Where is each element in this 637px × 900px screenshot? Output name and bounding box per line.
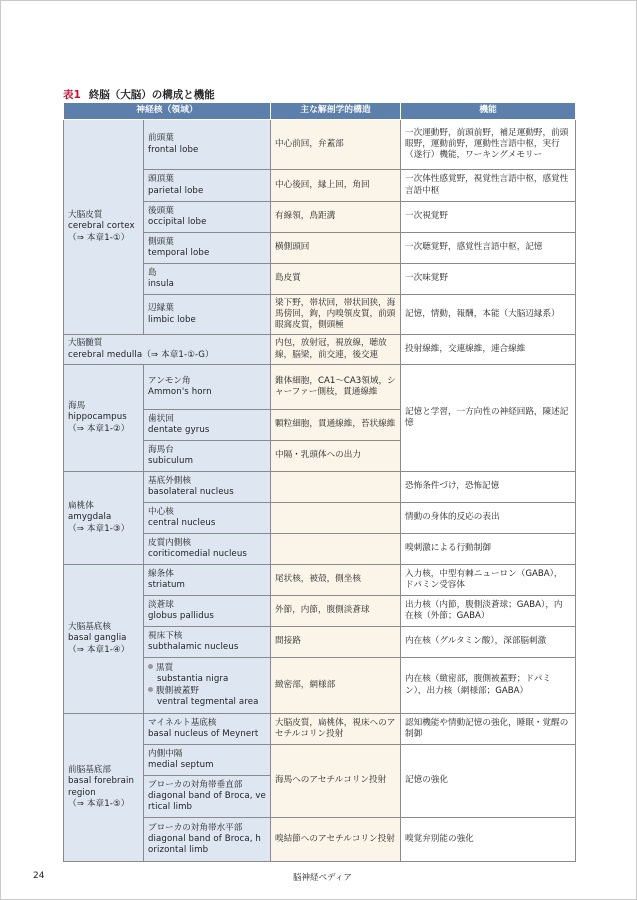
structure-cell: 中心前回，弁蓋部: [271, 120, 401, 170]
structure-cell: 海馬へのアセチルコリン投射: [271, 745, 401, 818]
function-cell: 嗅覚弁別能の強化: [401, 818, 576, 862]
sub-name-en: coriticomedial nucleus: [148, 549, 247, 559]
sub-cell: [144, 295, 271, 335]
region-name-en: basal ganglia: [68, 633, 127, 644]
structure-cell: 緻密部，網様部: [271, 658, 401, 714]
sub-cell: [144, 776, 271, 818]
region-cell-amygdala: [64, 472, 144, 565]
sub-cell: [144, 503, 271, 534]
sub-name-ja: 内側中隔: [148, 748, 183, 759]
sub-cell: [144, 120, 271, 170]
table-row: [64, 365, 576, 410]
sub-cell: [144, 534, 271, 565]
header-row: [64, 103, 576, 120]
region-name-en: amygdala: [68, 512, 112, 523]
function-cell: 記憶の強化: [401, 745, 576, 818]
book-title: 脳神経ペディア: [293, 873, 352, 883]
sub-name-ja: 線条体: [148, 568, 174, 579]
structure-cell: 梁下野，帯状回，帯状回狭，海馬傍回，鉤，内嗅領皮質，前頭眼窩皮質，側頭極: [271, 295, 401, 335]
function-cell: 嗅刺激による行動制御: [401, 534, 576, 565]
region-name-en: cerebral medulla（⇒ 本章1-①-G）: [68, 349, 214, 360]
sub-cell: [144, 365, 271, 410]
structure-cell: 有線領，鳥距溝: [271, 202, 401, 233]
table-row: [64, 565, 576, 596]
function-cell: 内在核（グルタミン酸），深部脳刺激: [401, 627, 576, 658]
region-cell-basal-ganglia: [64, 565, 144, 714]
sub-name-en: occipital lobe: [148, 217, 207, 227]
region-name-ja: 海馬: [68, 401, 86, 412]
region-cell-hippocampus: [64, 365, 144, 472]
sub-name-ja: ブローカの対角帯垂直部: [148, 779, 243, 790]
region-ref: （⇒ 本章1-①）: [68, 232, 130, 243]
structure-cell: 外節，内節，腹側淡蒼球: [271, 596, 401, 627]
sub-name-en: basal nucleus of Meynert: [148, 729, 259, 739]
function-cell: 一次聴覚野，感覚性言語中枢，記憶: [401, 233, 576, 264]
sub-name-ja: 側頭葉: [148, 236, 174, 247]
region-cell-medulla: [64, 335, 271, 365]
sub-name-ja-2: 腹側被蓋野: [156, 685, 199, 696]
sub-cell: [144, 410, 271, 441]
table-row: [64, 714, 576, 745]
sub-cell: [144, 658, 271, 714]
region-ref: （⇒ 本章1-②）: [68, 423, 130, 434]
bullet-icon: [148, 687, 153, 692]
sub-name-en: diagonal band of Broca, horizontal limb: [148, 833, 261, 856]
function-cell: 認知機能や情動記憶の強化，睡眠・覚醒の制御: [401, 714, 576, 745]
structure-cell: 間接路: [271, 627, 401, 658]
sub-cell: [144, 170, 271, 202]
sub-name-en: central nucleus: [148, 518, 216, 528]
region-name-ja: 大脳髄質: [68, 338, 103, 349]
header-structure: 主な解剖学的構造: [271, 103, 401, 120]
page-number: 24: [33, 871, 45, 881]
sub-name-en: subiculum: [148, 456, 194, 466]
structure-cell: [271, 534, 401, 565]
sub-name-ja: 視床下核: [148, 630, 183, 641]
sub-name-ja: 歯状回: [148, 413, 174, 424]
function-cell: 一次運動野，前頭前野，補足運動野，前頭眼野，運動前野，運動性言語中枢，実行（遂行）機能，ワーキングメモリー: [401, 120, 576, 170]
sub-cell: [144, 627, 271, 658]
structure-cell: 中心後回，縁上回，角回: [271, 170, 401, 202]
header-function: 機能: [401, 103, 576, 120]
region-name-en: hippocampus: [68, 412, 127, 423]
header-region: 神経核（領域）: [64, 103, 271, 120]
sub-name-en: Ammon's horn: [148, 387, 212, 397]
sub-name-en: temporal lobe: [148, 248, 210, 258]
sub-cell: [144, 596, 271, 627]
table-row: [64, 335, 576, 365]
region-ref: （⇒ 本章1-⑤）: [68, 798, 130, 809]
sub-name-ja: 島: [148, 267, 157, 278]
function-cell: 一次体性感覚野，視覚性言語中枢，感覚性言語中枢: [401, 170, 576, 202]
function-cell: 記憶と学習，一方向性の神経回路，陳述記憶: [401, 365, 576, 472]
sub-name-ja: マイネルト基底核: [148, 717, 217, 728]
sub-name-en: dentate gyrus: [148, 425, 210, 435]
sub-name-en: basolateral nucleus: [148, 487, 234, 497]
region-name-en: basal forebrain region: [68, 776, 135, 798]
sub-cell: [144, 818, 271, 862]
sub-name-en-2: ventral tegmental area: [157, 696, 259, 707]
sub-name-ja: 海馬台: [148, 444, 174, 455]
region-ref: （⇒ 本章1-③）: [68, 523, 130, 534]
function-cell: 一次味覚野: [401, 264, 576, 295]
sub-name-en: insula: [148, 279, 175, 289]
table-title: 終脳（大脳）の構成と機能: [88, 89, 215, 101]
sub-name-ja: 基底外側核: [148, 475, 191, 486]
sub-name-ja: [148, 686, 199, 696]
sub-name-en: parietal lobe: [148, 185, 204, 196]
structure-cell: 島皮質: [271, 264, 401, 295]
sub-name-ja: 辺縁葉: [148, 303, 174, 314]
structure-cell: [271, 472, 401, 503]
region-cell-cortex: [64, 120, 144, 335]
function-cell: 出力核（内節，腹側淡蒼球；GABA），内在核（外節；GABA）: [401, 596, 576, 627]
structure-cell: 尾状核，被殻，側坐核: [271, 565, 401, 596]
structure-cell: 嗅結節へのアセチルコリン投射: [271, 818, 401, 862]
table-caption: [63, 87, 215, 102]
structure-cell: 横側頭回: [271, 233, 401, 264]
region-ref: （⇒ 本章1-④）: [68, 644, 130, 655]
sub-name-ja: 前頭葉: [148, 133, 174, 144]
sub-name-en: subthalamic nucleus: [148, 642, 239, 652]
sub-name-en-1: substantia nigra: [157, 674, 229, 685]
sub-cell: [144, 745, 271, 776]
sub-cell: [144, 233, 271, 264]
sub-name-ja: 中心核: [148, 506, 174, 517]
region-name-ja: 大脳基底核: [68, 622, 111, 633]
sub-name-en: diagonal band of Broca, vertical limb: [148, 790, 266, 813]
sub-name-ja: ブローカの対角帯水平部: [148, 822, 243, 833]
sub-name-ja: [148, 663, 173, 673]
sub-name-en: limbic lobe: [148, 314, 196, 325]
sub-name-ja: 頭頂葉: [148, 174, 174, 185]
function-cell: 情動の身体的反応の表出: [401, 503, 576, 534]
sub-name-ja-1: 黒質: [156, 663, 174, 674]
structure-cell: 中隔・乳頭体への出力: [271, 441, 401, 472]
region-cell-basal-forebrain: [64, 714, 144, 862]
sub-name-ja: 淡蒼球: [148, 599, 174, 610]
region-name-en: cerebral cortex: [68, 221, 135, 232]
function-cell: 投射線維，交連線維，連合線維: [401, 335, 576, 365]
function-cell: 恐怖条件づけ，恐怖記憶: [401, 472, 576, 503]
bullet-icon: [148, 664, 153, 669]
table-number: 表1: [63, 89, 81, 101]
sub-cell: [144, 264, 271, 295]
function-cell: 記憶，情動，報酬，本能（大脳辺縁系）: [401, 295, 576, 335]
sub-cell: [144, 472, 271, 503]
sub-name-en: medial septum: [148, 760, 214, 770]
structure-cell: 大脳皮質，扁桃体，視床へのアセチルコリン投射: [271, 714, 401, 745]
sub-name-ja: 皮質内側核: [148, 537, 191, 548]
structure-cell: [271, 503, 401, 534]
function-cell: 一次視覚野: [401, 202, 576, 233]
sub-cell: [144, 714, 271, 745]
table-row: [64, 120, 576, 170]
sub-name-ja: 後頭葉: [148, 205, 174, 216]
table-row: [64, 472, 576, 503]
sub-name-ja: アンモン角: [148, 375, 191, 386]
region-name-ja: 大脳皮質: [68, 210, 103, 221]
function-cell: 入力核，中型有棘ニューロン（GABA），ドパミン受容体: [401, 565, 576, 596]
sub-cell: [144, 441, 271, 472]
region-name-ja: 前脳基底部: [68, 765, 111, 776]
structure-cell: 顆粒細胞，貫通線維，苔状線維: [271, 410, 401, 441]
region-name-ja: 扁桃体: [68, 501, 94, 512]
cerebrum-table: [63, 102, 576, 862]
sub-name-en: striatum: [148, 580, 186, 590]
structure-cell: 錐体細胞，CA1〜CA3領域，シャーファー側枝，貫通線維: [271, 365, 401, 410]
structure-cell: 内包，放射冠，視放線，聴放線，脳梁，前交連，後交連: [271, 335, 401, 365]
sub-cell: [144, 202, 271, 233]
sub-name-en: frontal lobe: [148, 144, 199, 155]
function-cell: 内在核（緻密部，腹側被蓋野；ドパミン），出力核（網様部；GABA）: [401, 658, 576, 714]
sub-cell: [144, 565, 271, 596]
sub-name-en: globus pallidus: [148, 611, 214, 621]
